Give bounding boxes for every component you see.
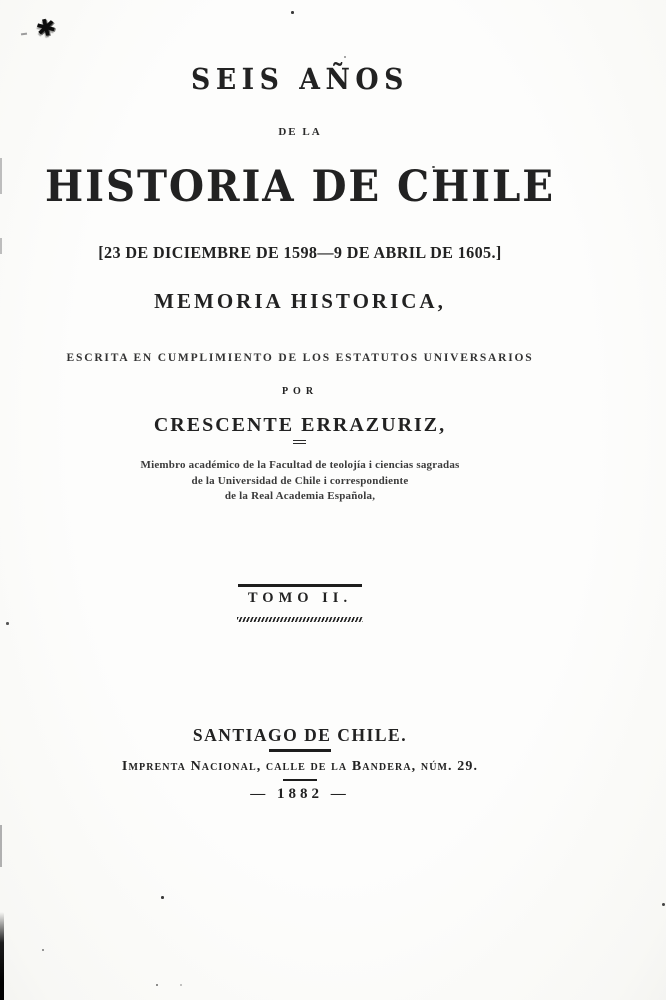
ink-smudge-icon: ✱ [33, 12, 60, 44]
date-range: [23 DE DICIEMBRE DE 1598—9 DE ABRIL DE 1605.] [98, 243, 502, 262]
ink-speck [6, 622, 9, 625]
title-connector: DE LA [278, 126, 322, 138]
imprint-city: SANTIAGO DE CHILE. [192, 725, 408, 745]
author-name [8, 414, 592, 437]
volume-rule-top [238, 584, 362, 587]
imprint-rule-1 [269, 749, 331, 752]
double-underline-mark [293, 440, 306, 444]
commission-note: ESCRITA EN CUMPLIMIENTO DE LOS ESTATUTOS UNIVERSARIOS [66, 352, 534, 364]
ink-speck [156, 984, 158, 986]
scan-edge-mark [0, 238, 2, 254]
ink-speck [662, 903, 665, 906]
volume-label: TOMO II. [247, 590, 353, 606]
scan-gutter-streak [0, 912, 4, 1000]
subtitle: MEMORIA HISTORICA, [154, 289, 446, 313]
author-name-text: CRESCENTE ERRAZURIZ, [153, 414, 447, 436]
scan-edge-mark [0, 825, 2, 867]
imprint-year: — 1882 — [250, 786, 350, 802]
author-credential-line: Miembro académico de la Facultad de teolojía i ciencias sagradas [140, 459, 460, 471]
author-credential-line: de la Universidad de Chile i correspondiente [191, 475, 409, 487]
author-credential-line: de la Real Academia Española, [224, 490, 376, 502]
ink-speck [42, 949, 44, 951]
ink-speck [161, 896, 164, 899]
byline-label: POR [281, 386, 319, 397]
imprint-rule-2 [283, 779, 317, 781]
ink-speck [291, 11, 294, 14]
volume-rule-wavy [237, 617, 363, 622]
ink-speck [344, 56, 346, 58]
book-title-part2: HISTORIA DE CHILE [45, 162, 555, 212]
scan-edge-mark [0, 158, 2, 194]
imprint-printer: Imprenta Nacional, calle de la Bandera, núm. 29. [121, 759, 479, 774]
ink-speck [180, 984, 182, 986]
book-title-part1: SEIS AÑOS [191, 62, 409, 96]
ink-dash [21, 33, 27, 36]
